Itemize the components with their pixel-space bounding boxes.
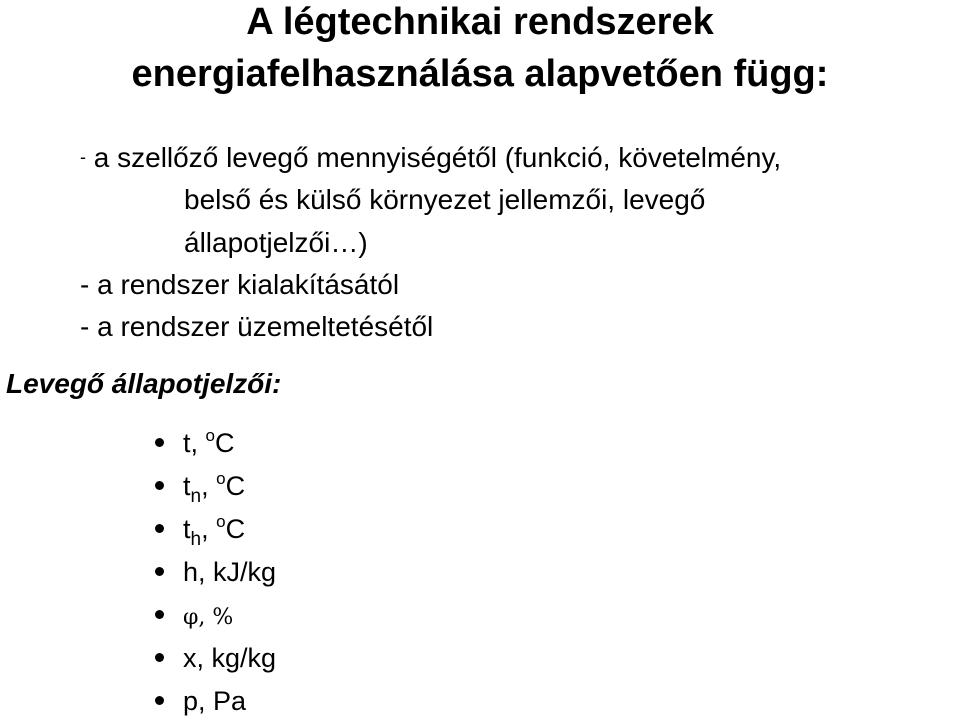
separator: ,: [201, 514, 217, 544]
list-item: [150, 511, 276, 554]
bullet-icon: [155, 653, 164, 662]
parameter-unit: C: [225, 471, 246, 501]
list-item: [150, 597, 276, 640]
air-state-parameters-heading: Levegő állapotjelzői:: [6, 368, 282, 399]
list-item-text: a szellőző levegő mennyiségétől (funkció, követelmény,: [86, 142, 782, 173]
separator: ,: [198, 557, 214, 587]
parameter-unit: kJ/kg: [213, 557, 277, 587]
bullet-icon: [155, 696, 164, 705]
slide-title-line-1: A légtechnikai rendszerek: [246, 1, 714, 43]
parameter-subscript: n: [190, 486, 202, 507]
parameter-symbol: p: [183, 686, 199, 716]
list-item-system-design: - a rendszer kialakításától: [80, 269, 400, 300]
degree-mark: o: [216, 512, 226, 531]
bullet-icon: [155, 481, 164, 490]
bullet-icon: [155, 438, 164, 447]
bullet-icon: [155, 524, 164, 533]
parameter-unit: Pa: [213, 686, 247, 716]
bullet-icon: [155, 567, 164, 576]
separator: ,: [198, 605, 213, 630]
parameter-symbol: t: [183, 514, 191, 544]
parameter-symbol: φ: [183, 605, 199, 630]
separator: ,: [201, 471, 217, 501]
list-item: [150, 640, 276, 683]
parameter-symbol: h: [183, 557, 199, 587]
list-item-continuation: állapotjelzői…): [184, 227, 368, 258]
list-dash: -: [80, 147, 86, 167]
list-item-air-quantity: [80, 140, 781, 175]
parameter-unit: %: [212, 605, 234, 630]
list-item: [150, 554, 276, 597]
parameter-unit: C: [225, 514, 246, 544]
degree-mark: o: [216, 469, 226, 488]
list-item-continuation: belső és külső környezet jellemzői, levegő: [184, 184, 706, 215]
separator: ,: [198, 686, 214, 716]
parameter-symbol: t: [183, 428, 191, 458]
degree-mark: o: [205, 426, 215, 445]
list-item: [150, 468, 276, 511]
list-item: [150, 425, 276, 468]
parameter-unit: C: [215, 428, 235, 458]
slide-title-line-2: energiafelhasználása alapvetően függ:: [131, 53, 829, 95]
parameter-unit: kg/kg: [211, 643, 277, 673]
parameter-symbol: x: [183, 643, 197, 673]
bullet-icon: [155, 610, 164, 619]
parameter-symbol: t: [183, 471, 191, 501]
parameter-subscript: h: [190, 529, 202, 550]
air-state-parameters-list: [150, 425, 276, 726]
separator: ,: [196, 643, 212, 673]
list-item-system-operation: - a rendszer üzemeltetésétől: [80, 311, 434, 342]
separator: ,: [190, 428, 206, 458]
